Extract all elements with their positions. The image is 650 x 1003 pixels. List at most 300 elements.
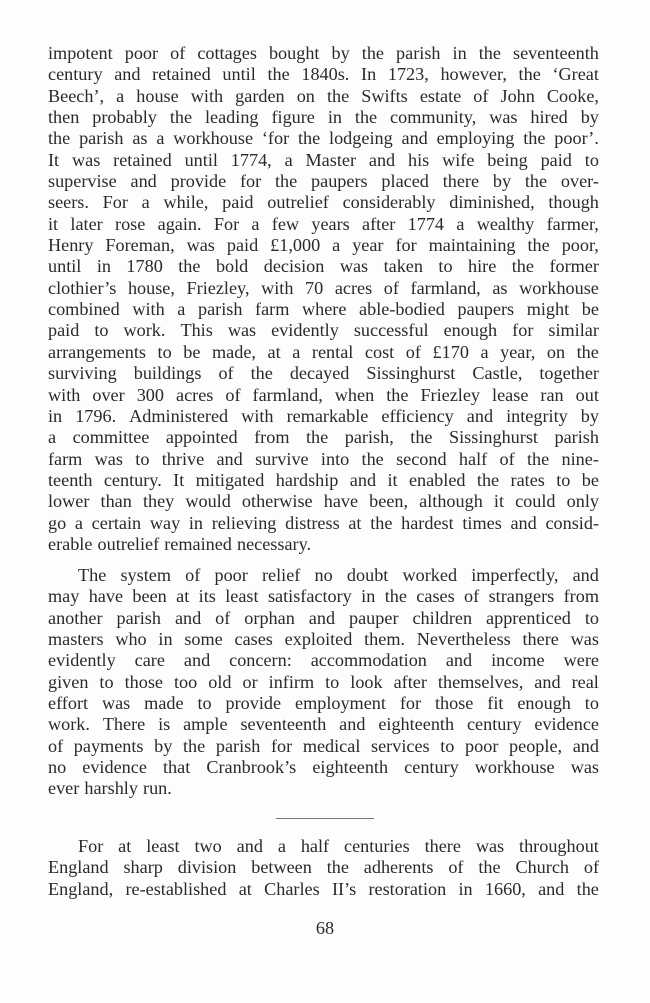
word: a bbox=[251, 213, 260, 234]
text-line bbox=[48, 43, 599, 64]
word: it bbox=[387, 469, 398, 490]
word: enough bbox=[517, 693, 571, 714]
word: of bbox=[383, 277, 399, 298]
word: decayed bbox=[289, 363, 350, 384]
word: been bbox=[132, 586, 167, 607]
word: it bbox=[493, 491, 505, 512]
word: doubt bbox=[346, 565, 389, 585]
word: farmland, bbox=[252, 384, 323, 405]
word: decision bbox=[263, 256, 325, 277]
word: distress bbox=[285, 512, 340, 533]
text-line bbox=[48, 86, 599, 107]
word: to bbox=[584, 149, 599, 170]
word: out bbox=[575, 384, 599, 405]
text-line bbox=[48, 836, 599, 857]
word: poor bbox=[465, 735, 499, 756]
text-line bbox=[48, 256, 599, 277]
word: remained bbox=[164, 533, 232, 554]
word: orphan bbox=[244, 607, 295, 628]
word: and bbox=[401, 128, 428, 149]
word: Administered bbox=[129, 405, 229, 426]
word: have bbox=[88, 586, 124, 607]
word: a bbox=[48, 427, 57, 448]
word: leading bbox=[204, 107, 259, 128]
word: until bbox=[222, 64, 256, 85]
word: wealthy bbox=[476, 213, 535, 234]
word: Charles bbox=[264, 878, 320, 899]
paragraph-system-of-poor-relief bbox=[48, 565, 599, 800]
text-line bbox=[48, 192, 599, 213]
word: ran bbox=[540, 384, 564, 405]
word: poor bbox=[214, 565, 248, 585]
word: or bbox=[242, 671, 258, 692]
word: farm bbox=[48, 448, 83, 469]
word: buildings bbox=[133, 363, 202, 384]
word: have bbox=[323, 491, 359, 512]
word: and bbox=[183, 650, 211, 671]
word: years bbox=[311, 213, 350, 234]
word: of bbox=[225, 384, 241, 405]
word: of bbox=[464, 586, 480, 607]
word: some bbox=[184, 629, 223, 650]
word: eighteenth bbox=[312, 757, 389, 778]
word: workhouse bbox=[474, 757, 555, 778]
word: the bbox=[250, 363, 273, 384]
word: workhouse bbox=[173, 128, 254, 149]
word: income bbox=[491, 650, 545, 671]
word: were bbox=[563, 650, 599, 671]
text-line bbox=[48, 406, 599, 427]
text-line bbox=[48, 565, 599, 586]
text-line bbox=[48, 235, 599, 256]
word: of bbox=[48, 735, 64, 756]
word: and bbox=[534, 671, 561, 692]
word: than bbox=[100, 491, 132, 512]
word: poor bbox=[124, 43, 159, 63]
word: supervise bbox=[48, 171, 117, 192]
word: otherwise bbox=[241, 491, 313, 512]
word: after bbox=[362, 213, 396, 234]
word: would bbox=[185, 491, 231, 512]
word: to bbox=[325, 671, 340, 692]
word: masters bbox=[48, 629, 104, 650]
word: that bbox=[162, 757, 191, 778]
word: those bbox=[124, 671, 163, 692]
word: Friezley, bbox=[186, 277, 250, 298]
word: after bbox=[393, 671, 427, 692]
word: cottages bbox=[197, 43, 257, 63]
word: of bbox=[583, 857, 599, 878]
word: evidently bbox=[48, 650, 116, 671]
word: parish bbox=[116, 607, 161, 628]
word: paid bbox=[48, 320, 80, 341]
word: This bbox=[180, 320, 213, 341]
word: been, bbox=[369, 491, 409, 512]
text-line bbox=[48, 171, 599, 192]
word: cases bbox=[416, 586, 455, 607]
word: a bbox=[177, 299, 186, 320]
text-line bbox=[48, 534, 599, 555]
word: a bbox=[116, 85, 125, 106]
text-line bbox=[48, 299, 599, 320]
word: outrelief bbox=[97, 533, 160, 554]
word: to bbox=[157, 341, 172, 362]
word: half bbox=[458, 448, 488, 469]
word: a bbox=[141, 192, 150, 213]
word: successful bbox=[353, 320, 429, 341]
word: farmland, bbox=[410, 277, 481, 298]
word: was bbox=[227, 320, 257, 341]
word: 1774 bbox=[407, 213, 445, 234]
word: go bbox=[48, 512, 67, 533]
word: appointed bbox=[165, 427, 238, 448]
word: again. bbox=[157, 213, 202, 234]
word: in bbox=[452, 43, 467, 63]
word: in bbox=[158, 629, 173, 650]
text-line bbox=[48, 693, 599, 714]
word: of bbox=[185, 565, 201, 585]
word: rose bbox=[115, 213, 146, 234]
word: for bbox=[512, 320, 534, 341]
text-line bbox=[48, 278, 599, 299]
word: may bbox=[48, 586, 80, 607]
word: England bbox=[48, 857, 109, 878]
word: remarkable bbox=[286, 405, 369, 426]
word: taken bbox=[383, 256, 423, 277]
word: and bbox=[349, 469, 377, 490]
word: payments bbox=[73, 735, 144, 756]
word: rates bbox=[510, 469, 545, 490]
text-line bbox=[48, 107, 599, 128]
word: 300 bbox=[136, 384, 164, 405]
word: at bbox=[176, 586, 190, 607]
word: cost bbox=[364, 341, 395, 362]
word: probably bbox=[92, 107, 157, 128]
word: parish bbox=[396, 43, 441, 63]
word: 1774, bbox=[230, 149, 272, 170]
word: be bbox=[581, 299, 599, 320]
word: thrive bbox=[161, 448, 205, 469]
word: they bbox=[142, 491, 175, 512]
word: the bbox=[576, 878, 599, 899]
text-line bbox=[48, 736, 599, 757]
word: Friezley bbox=[420, 384, 481, 405]
word: cases bbox=[234, 629, 273, 650]
word: times bbox=[462, 512, 502, 533]
word: house bbox=[136, 85, 179, 106]
word: a bbox=[284, 149, 293, 170]
word: year bbox=[352, 235, 384, 256]
word: worked bbox=[402, 565, 458, 585]
word: evidently bbox=[271, 320, 339, 341]
word: and bbox=[236, 836, 263, 856]
word: For bbox=[213, 213, 240, 234]
word: the bbox=[275, 171, 298, 192]
word: at bbox=[238, 878, 252, 899]
word: restoration bbox=[368, 878, 447, 899]
word: committee bbox=[72, 427, 150, 448]
word: provide bbox=[225, 693, 282, 714]
text-line bbox=[48, 778, 599, 799]
word: the bbox=[476, 469, 500, 490]
word: then bbox=[48, 107, 80, 128]
word: into bbox=[320, 448, 350, 469]
word: II’s bbox=[331, 878, 357, 899]
word: might bbox=[526, 299, 570, 320]
word: by bbox=[331, 43, 350, 63]
word: over bbox=[92, 384, 125, 405]
paragraph-poor-relief-workhouses bbox=[48, 43, 599, 555]
word: the bbox=[297, 128, 321, 149]
word: to bbox=[438, 256, 453, 277]
word: by bbox=[580, 405, 599, 426]
word: considerably bbox=[342, 192, 436, 213]
word: adherents bbox=[363, 857, 434, 878]
word: lodgeing bbox=[329, 128, 393, 149]
word: for bbox=[239, 171, 262, 192]
word: throughout bbox=[519, 836, 599, 856]
word: to bbox=[94, 320, 109, 341]
word: and bbox=[174, 607, 202, 628]
word: erable bbox=[48, 533, 93, 554]
word: the bbox=[267, 64, 290, 85]
word: real bbox=[571, 671, 599, 692]
word: It bbox=[173, 469, 185, 490]
word: was bbox=[475, 836, 505, 856]
word: parish bbox=[79, 128, 124, 149]
page-number: 68 bbox=[315, 918, 335, 938]
word: there bbox=[522, 629, 559, 650]
word: evidence bbox=[534, 714, 599, 735]
word: be bbox=[183, 341, 201, 362]
word: integrity bbox=[506, 405, 568, 426]
word: however, bbox=[440, 64, 507, 85]
word: concern: bbox=[229, 650, 292, 671]
word: was bbox=[489, 107, 518, 128]
word: exploited bbox=[284, 629, 353, 650]
text-line bbox=[48, 342, 599, 363]
word: parish bbox=[215, 735, 261, 756]
word: seventeenth bbox=[513, 43, 599, 63]
word: hire bbox=[468, 256, 497, 277]
word: ample bbox=[183, 714, 228, 735]
word: century bbox=[48, 64, 103, 85]
word: satisfactory bbox=[267, 586, 352, 607]
word: the bbox=[384, 586, 407, 607]
word: 1723, bbox=[387, 64, 429, 85]
text-line bbox=[48, 128, 599, 149]
word: was bbox=[71, 149, 101, 170]
word: paid bbox=[540, 149, 572, 170]
word: 1840s. bbox=[301, 64, 350, 85]
word: the bbox=[527, 235, 550, 256]
word: enabled bbox=[408, 469, 466, 490]
word: way bbox=[149, 512, 181, 533]
word: half bbox=[300, 836, 330, 856]
paragraph-church-division bbox=[48, 836, 599, 900]
word: outrelief bbox=[267, 192, 329, 213]
word: John bbox=[500, 85, 535, 106]
word: paupers bbox=[457, 299, 515, 320]
word: and bbox=[339, 714, 366, 735]
word: £1,000 bbox=[270, 235, 321, 256]
word: necessary. bbox=[236, 533, 312, 554]
section-divider-rule bbox=[276, 818, 374, 819]
word: a bbox=[277, 836, 286, 856]
word: was bbox=[94, 448, 123, 469]
word: certain bbox=[91, 512, 142, 533]
word: and bbox=[466, 405, 494, 426]
word: centuries bbox=[344, 836, 410, 856]
word: bold bbox=[215, 256, 249, 277]
word: mitigated bbox=[195, 469, 265, 490]
word: farmer, bbox=[546, 213, 599, 234]
word: poor, bbox=[561, 235, 599, 256]
word: evidence bbox=[82, 757, 147, 778]
word: with bbox=[241, 405, 274, 426]
word: employing bbox=[436, 128, 515, 149]
word: the bbox=[478, 43, 501, 63]
word: retained bbox=[113, 149, 172, 170]
word: effort bbox=[48, 693, 89, 714]
word: parish bbox=[197, 299, 243, 320]
word: and bbox=[510, 512, 537, 533]
word: to bbox=[584, 607, 599, 628]
word: provide bbox=[170, 171, 227, 192]
word: year, bbox=[500, 341, 536, 362]
word: hardest bbox=[401, 512, 454, 533]
word: in bbox=[48, 405, 63, 426]
word: able-bodied bbox=[359, 299, 445, 320]
text-line bbox=[48, 449, 599, 470]
word: the bbox=[169, 107, 193, 128]
word: clothier’s bbox=[48, 277, 117, 298]
word: lower bbox=[48, 491, 90, 512]
word: at bbox=[267, 341, 281, 362]
word: apprenticed bbox=[486, 607, 571, 628]
text-line bbox=[48, 363, 599, 384]
word: two bbox=[194, 836, 222, 856]
word: farm bbox=[255, 299, 290, 320]
text-line bbox=[48, 650, 599, 671]
text-line bbox=[48, 64, 599, 85]
word: ever bbox=[48, 778, 80, 799]
word: on bbox=[546, 341, 566, 362]
word: the bbox=[526, 448, 550, 469]
word: and bbox=[114, 64, 141, 85]
word: a bbox=[292, 341, 301, 362]
word: century bbox=[466, 714, 522, 735]
word: there bbox=[424, 836, 461, 856]
paragraph-lines bbox=[48, 836, 599, 900]
word: and bbox=[308, 607, 336, 628]
word: the bbox=[361, 448, 384, 469]
word: of bbox=[215, 607, 231, 628]
word: figure bbox=[271, 107, 315, 128]
word: ‘for bbox=[261, 128, 290, 149]
word: those bbox=[434, 693, 474, 714]
text-line bbox=[48, 214, 599, 235]
text-line bbox=[48, 385, 599, 406]
word: medical bbox=[302, 735, 361, 756]
word: It bbox=[48, 149, 60, 170]
word: themselves, bbox=[437, 671, 524, 692]
word: least bbox=[225, 586, 259, 607]
word: The bbox=[78, 565, 107, 585]
word: poor’. bbox=[554, 128, 599, 149]
word: arrangements bbox=[48, 341, 146, 362]
word: until bbox=[184, 149, 218, 170]
word: Church bbox=[515, 857, 569, 878]
word: eighteenth bbox=[378, 714, 455, 735]
word: parish bbox=[554, 427, 599, 448]
word: of bbox=[170, 43, 186, 63]
word: there bbox=[442, 171, 480, 192]
word: Swifts bbox=[361, 85, 408, 106]
word: seers. bbox=[48, 192, 89, 213]
word: enough bbox=[443, 320, 498, 341]
paragraph-lines bbox=[48, 565, 599, 800]
word: efficiency bbox=[381, 405, 454, 426]
word: century bbox=[404, 757, 459, 778]
word: and bbox=[445, 650, 473, 671]
word: and bbox=[572, 735, 599, 756]
text-line bbox=[48, 491, 599, 512]
word: estate bbox=[419, 85, 462, 106]
word: hired bbox=[530, 107, 568, 128]
word: at bbox=[118, 836, 132, 856]
word: similar bbox=[548, 320, 599, 341]
word: relief bbox=[262, 565, 301, 585]
word: with bbox=[190, 85, 224, 106]
word: another bbox=[48, 607, 103, 628]
word: ‘Great bbox=[552, 64, 599, 85]
word: in bbox=[96, 256, 111, 277]
word: hardship bbox=[275, 469, 339, 490]
word: survive bbox=[255, 448, 309, 469]
word: who bbox=[115, 629, 147, 650]
word: impotent bbox=[48, 43, 113, 63]
word: children bbox=[412, 607, 473, 628]
word: services bbox=[371, 735, 430, 756]
word: between bbox=[251, 857, 312, 878]
word: For bbox=[78, 836, 104, 856]
word: 1660, bbox=[484, 878, 526, 899]
word: parish, bbox=[344, 427, 394, 448]
text-line bbox=[48, 320, 599, 341]
word: accommodation bbox=[310, 650, 427, 671]
word: system bbox=[120, 565, 171, 585]
word: employment bbox=[295, 693, 386, 714]
word: to bbox=[99, 671, 114, 692]
word: of bbox=[405, 341, 421, 362]
word: of bbox=[448, 857, 464, 878]
word: diminished, bbox=[449, 192, 535, 213]
word: seventeenth bbox=[240, 714, 327, 735]
word: and bbox=[216, 448, 243, 469]
word: by bbox=[154, 735, 173, 756]
word: it bbox=[48, 213, 59, 234]
text-line bbox=[48, 608, 599, 629]
word: Henry bbox=[48, 235, 94, 256]
word: be bbox=[581, 469, 599, 490]
word: second bbox=[396, 448, 447, 469]
word: of bbox=[473, 85, 489, 106]
text-line bbox=[48, 757, 599, 778]
word: imperfectly, bbox=[471, 565, 559, 585]
word: people, bbox=[509, 735, 563, 756]
word: although bbox=[419, 491, 483, 512]
